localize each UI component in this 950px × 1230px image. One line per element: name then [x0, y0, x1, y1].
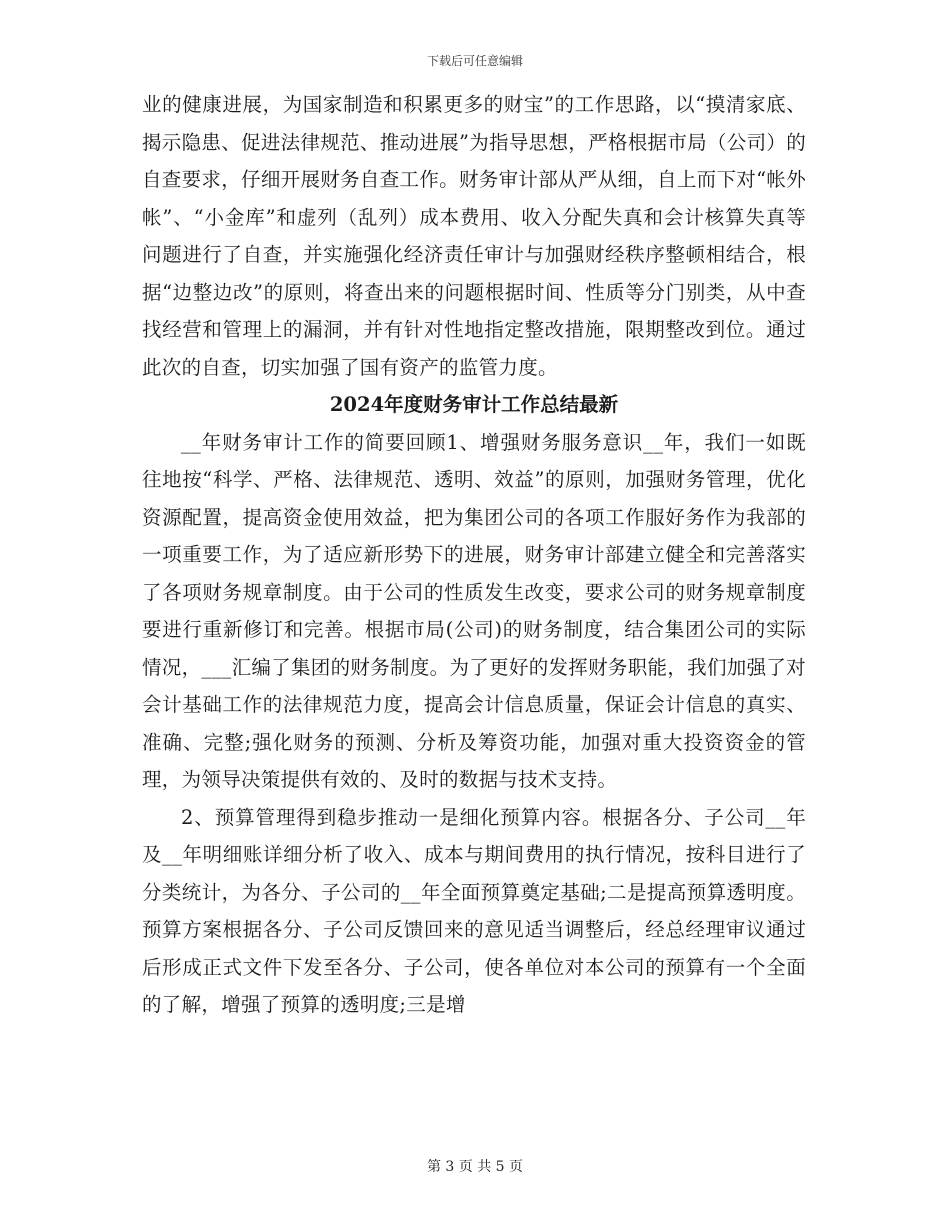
document-body	[142, 86, 806, 1024]
page-number-footer: 第 3 页 共 5 页	[426, 1159, 524, 1175]
page-header-note: 下载后可任意编辑	[426, 54, 523, 68]
paragraph-1: __年财务审计工作的简要回顾1、增强财务服务意识__年，我们一如既往地按“科学、严格、法律规范、透明、效益”的原则，加强财务管理，优化资源配置，提高资金使用效益，把为集团公司的各项工作服好务作为我部的一项重要工作，为了适应新形势下的进展，财务审计部建立健全和完善落实了各项财务规章制度。由于公司的性质发生改变，要求公司的财务规章制度要进行重新修订和完善。根据市局(公司)的财务制度，结合集团公司的实际情况，___汇编了集团的财务制度。为了更好的发挥财务职能，我们加强了对会计基础工作的法律规范力度，提高会计信息质量，保证会计信息的真实、准确、完整;强化财务的预测、分析及筹资功能，加强对重大投资资金的管理，为领导决策提供有效的、及时的数据与技术支持。	[142, 430, 806, 791]
continuation-paragraph: 业的健康进展，为国家制造和积累更多的财宝”的工作思路，以“摸清家底、揭示隐患、促进法律规范、推动进展”为指导思想，严格根据市局（公司）的自查要求，仔细开展财务自查工作。财务审计部从严从细，自上而下对“帐外帐”、“小金库”和虚列（乱列）成本费用、收入分配失真和会计核算失真等问题进行了自查，并实施强化经济责任审计与加强财经秩序整顿相结合，根据“边整边改”的原则，将查出来的问题根据时间、性质等分门别类，从中查找经营和管理上的漏洞，并有针对性地指定整改措施，限期整改到位。通过此次的自查，切实加强了国有资产的监管力度。	[142, 93, 806, 379]
document-title: 2024年度财务审计工作总结最新	[329, 393, 619, 416]
paragraph-2: 2、预算管理得到稳步推动一是细化预算内容。根据各分、子公司__年及__年明细账详细分析了收入、成本与期间费用的执行情况，按科目进行了分类统计，为各分、子公司的__年全面预算奠定基础;二是提高预算透明度。预算方案根据各分、子公司反馈回来的意见适当调整后，经总经理审议通过后形成正式文件下发至各分、子公司，使各单位对本公司的预算有一个全面的了解，增强了预算的透明度;三是增	[142, 805, 806, 1016]
